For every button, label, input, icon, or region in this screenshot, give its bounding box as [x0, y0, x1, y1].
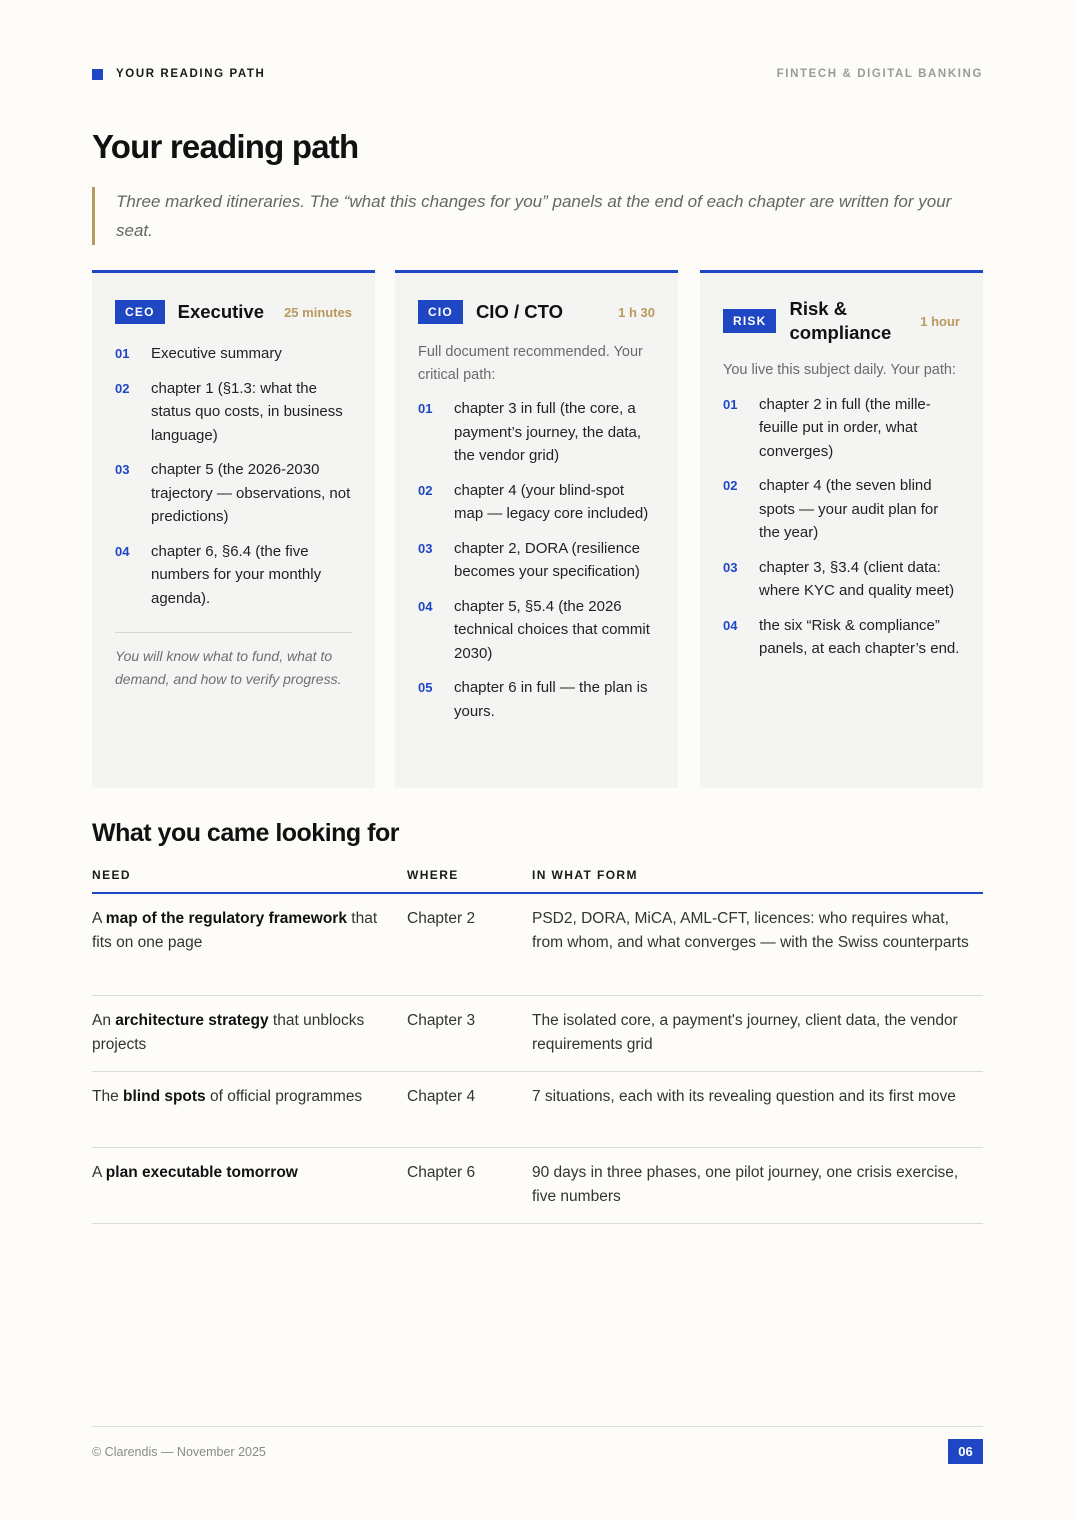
card-title: Risk & compliance: [789, 298, 892, 343]
card-steps: [418, 397, 655, 723]
step-item: [418, 676, 655, 723]
card-title: CIO / CTO: [475, 301, 563, 322]
needs-section-title: What you came looking for: [92, 819, 399, 847]
table-row: [92, 894, 983, 996]
cell-need: [92, 907, 407, 995]
step-text: Executive summary: [151, 345, 282, 362]
step-item: [115, 377, 352, 448]
step-text: chapter 2, DORA (resilience becomes your specification): [454, 539, 640, 580]
cell-form: PSD2, DORA, MiCA, AML-CFT, licences: who requires what, from whom, and what converges — with the Swiss counterparts: [532, 910, 969, 951]
step-item: [115, 342, 352, 366]
itinerary-card-risk: [700, 270, 983, 788]
step-text: chapter 5, §5.4 (the 2026 technical choices that commit 2030): [454, 597, 650, 662]
cell-need: [92, 1009, 407, 1071]
step-text: chapter 2 in full (the mille-feuille put in order, what converges): [759, 395, 931, 460]
need-keyword: map of the regulatory framework: [105, 910, 347, 927]
column-header-where: WHERE: [407, 868, 459, 882]
need-prefix: An: [92, 1012, 116, 1029]
cell-form: The isolated core, a payment's journey, client data, the vendor requirements grid: [532, 1012, 958, 1053]
cell-need: [92, 1161, 407, 1223]
cell-where: Chapter 6: [407, 1164, 476, 1181]
step-item: [115, 540, 352, 611]
step-item: [418, 537, 655, 584]
running-header-left: [92, 68, 265, 80]
step-text: the six “Risk & compliance” panels, at each chapter’s end.: [759, 616, 960, 657]
card-duration: 1 h 30: [618, 304, 655, 320]
step-number: 03: [418, 540, 433, 556]
step-number: 02: [115, 380, 130, 396]
step-item: [723, 614, 960, 661]
step-number: 04: [723, 617, 738, 633]
step-item: [418, 397, 655, 468]
step-item: [723, 556, 960, 603]
step-number: 02: [418, 482, 433, 498]
need-suffix: of official programmes: [205, 1088, 363, 1105]
step-text: chapter 4 (the seven blind spots — your audit plan for the year): [759, 477, 939, 541]
step-text: chapter 3, §3.4 (client data: where KYC and quality meet): [759, 558, 955, 599]
need-prefix: The: [92, 1088, 124, 1105]
step-text: chapter 6, §6.4 (the five numbers for your monthly agenda).: [151, 542, 322, 607]
card-title: Executive: [177, 301, 264, 322]
card-badge: CIO: [418, 300, 463, 324]
card-header: [115, 297, 352, 327]
card-steps: [723, 393, 960, 661]
card-badge: CEO: [115, 300, 165, 324]
step-number: 03: [115, 462, 130, 477]
step-text: chapter 1 (§1.3: what the status quo costs, in business language): [151, 379, 343, 444]
step-number: 04: [115, 543, 130, 559]
step-item: [115, 458, 352, 529]
need-keyword: plan executable tomorrow: [105, 1164, 298, 1181]
step-number: 04: [418, 598, 433, 614]
step-text: chapter 3 in full (the core, a payment’s journey, the data, the vendor grid): [454, 400, 642, 464]
section-marker-icon: [92, 69, 103, 80]
card-note: You will know what to fund, what to demand, and how to verify progress.: [115, 632, 352, 691]
page-title: Your reading path: [92, 128, 359, 165]
cell-form: 7 situations, each with its revealing question and its first move: [532, 1088, 956, 1105]
table-row: [92, 996, 983, 1072]
footer-copyright: © Clarendis — November 2025: [92, 1444, 266, 1459]
needs-table: [92, 863, 983, 1224]
need-prefix: A: [92, 1164, 106, 1181]
card-duration: 25 minutes: [284, 304, 352, 320]
step-number: 02: [723, 478, 738, 493]
need-keyword: blind spots: [123, 1088, 206, 1105]
page-footer: [92, 1426, 983, 1464]
itinerary-cards: [92, 270, 983, 788]
need-suffix: that fits on one page: [92, 910, 378, 951]
step-text: chapter 4 (your blind-spot map — legacy core included): [454, 481, 649, 522]
step-text: chapter 6 in full — the plan is yours.: [454, 679, 648, 720]
itinerary-card-ceo: [92, 270, 375, 788]
table-header-row: [92, 863, 983, 894]
column-header-form: IN WHAT FORM: [532, 868, 638, 882]
itinerary-card-cio: [395, 270, 678, 788]
step-text: chapter 5 (the 2026-2030 trajectory — observations, not predictions): [151, 461, 351, 525]
step-item: [723, 474, 960, 545]
step-number: 01: [723, 396, 738, 412]
table-row: [92, 1072, 983, 1148]
card-header: [418, 297, 655, 327]
step-number: 05: [418, 680, 433, 695]
cell-where: Chapter 2: [407, 910, 476, 927]
card-steps: [115, 342, 352, 610]
page-number: 06: [948, 1439, 983, 1464]
need-keyword: architecture strategy: [115, 1012, 269, 1029]
need-prefix: A: [92, 910, 106, 927]
card-duration: 1 hour: [920, 313, 960, 329]
step-item: [418, 479, 655, 526]
cell-where: Chapter 4: [407, 1088, 476, 1105]
card-header: [723, 297, 960, 345]
step-number: 03: [723, 559, 738, 575]
step-item: [723, 393, 960, 464]
need-suffix: that unblocks projects: [92, 1012, 365, 1053]
step-item: [418, 595, 655, 666]
card-intro: Full document recommended. Your critical path:: [418, 344, 643, 383]
card-intro: You live this subject daily. Your path:: [723, 362, 956, 378]
running-header-publication: FINTECH & DIGITAL BANKING: [776, 68, 983, 80]
cell-need: [92, 1085, 407, 1147]
lede-quote: Three marked itineraries. The “what this changes for you” panels at the end of each chapter are written for your seat.: [92, 187, 983, 245]
table-row: [92, 1148, 983, 1224]
step-number: 01: [115, 346, 130, 361]
cell-where: Chapter 3: [407, 1012, 476, 1029]
cell-form: 90 days in three phases, one pilot journey, one crisis exercise, five numbers: [532, 1164, 959, 1205]
running-header-section: YOUR READING PATH: [116, 68, 266, 80]
running-header: [92, 66, 983, 82]
card-badge: RISK: [723, 309, 776, 333]
step-number: 01: [418, 401, 433, 416]
column-header-need: NEED: [92, 868, 131, 882]
